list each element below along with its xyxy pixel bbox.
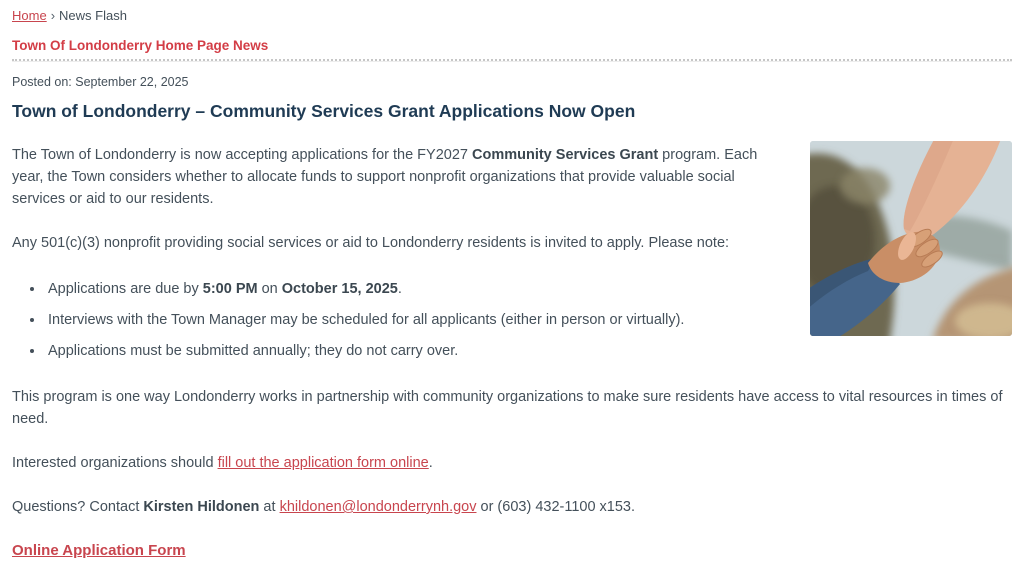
online-application-form-link[interactable]: Online Application Form	[12, 542, 186, 559]
deadline-time-bold: 5:00 PM	[202, 281, 258, 297]
helping-hands-photo	[810, 141, 1012, 336]
application-form-link[interactable]: fill out the application form online	[217, 455, 429, 471]
list-item-interviews: • Interviews with the Town Manager may be scheduled for all applicants (either in person or virtually).	[45, 309, 1012, 331]
deadline-date-bold: October 15, 2025	[281, 281, 398, 297]
deadline-text-1: Applications are due by	[48, 281, 203, 297]
contact-text-3: or (603) 432-1100 x153.	[476, 499, 636, 515]
apply-text-2: .	[428, 455, 433, 471]
breadcrumb-current: News Flash	[59, 8, 127, 23]
news-headline: Town of Londonderry – Community Services Grant Applications Now Open	[12, 101, 636, 121]
article-body	[12, 144, 1012, 562]
contact-paragraph	[12, 496, 1012, 518]
grant-name-bold: Community Services Grant	[472, 147, 659, 163]
section-divider	[12, 59, 1012, 62]
contact-name-bold: Kirsten Hildonen	[143, 499, 260, 515]
program-purpose-paragraph: This program is one way Londonderry works in partnership with community organizations to make sure residents have access to vital resources in times of need.	[12, 389, 1003, 427]
deadline-text-3: .	[397, 281, 402, 297]
breadcrumb-separator: ›	[50, 8, 56, 23]
breadcrumb	[12, 8, 1012, 24]
posted-date: Posted on: September 22, 2025	[12, 75, 189, 89]
contact-text-1: Questions? Contact	[12, 499, 144, 515]
category-title: Town Of Londonderry Home Page News	[12, 38, 269, 53]
eligibility-paragraph: Any 501(c)(3) nonprofit providing social services or aid to Londonderry residents is invited to apply. Please note:	[12, 235, 730, 251]
apply-paragraph	[12, 452, 1012, 474]
helping-hands-image	[810, 141, 1012, 336]
footer-link-paragraph	[12, 540, 1012, 562]
email-link[interactable]: khildonen@londonderrynh.gov	[279, 499, 477, 515]
breadcrumb-home-link[interactable]: Home	[12, 8, 47, 23]
list-item-annual: • Applications must be submitted annually; they do not carry over.	[45, 340, 1012, 362]
apply-text-1: Interested organizations should	[12, 455, 218, 471]
intro-text-1: The Town of Londonderry is now accepting applications for the FY2027	[12, 147, 472, 163]
intro-text-2: program. Each year, the Town considers whether to allocate funds to support nonprofit organizations that provide valuable social services or aid to our residents.	[12, 147, 758, 207]
contact-text-2: at	[259, 499, 280, 515]
deadline-text-2: on	[257, 281, 282, 297]
